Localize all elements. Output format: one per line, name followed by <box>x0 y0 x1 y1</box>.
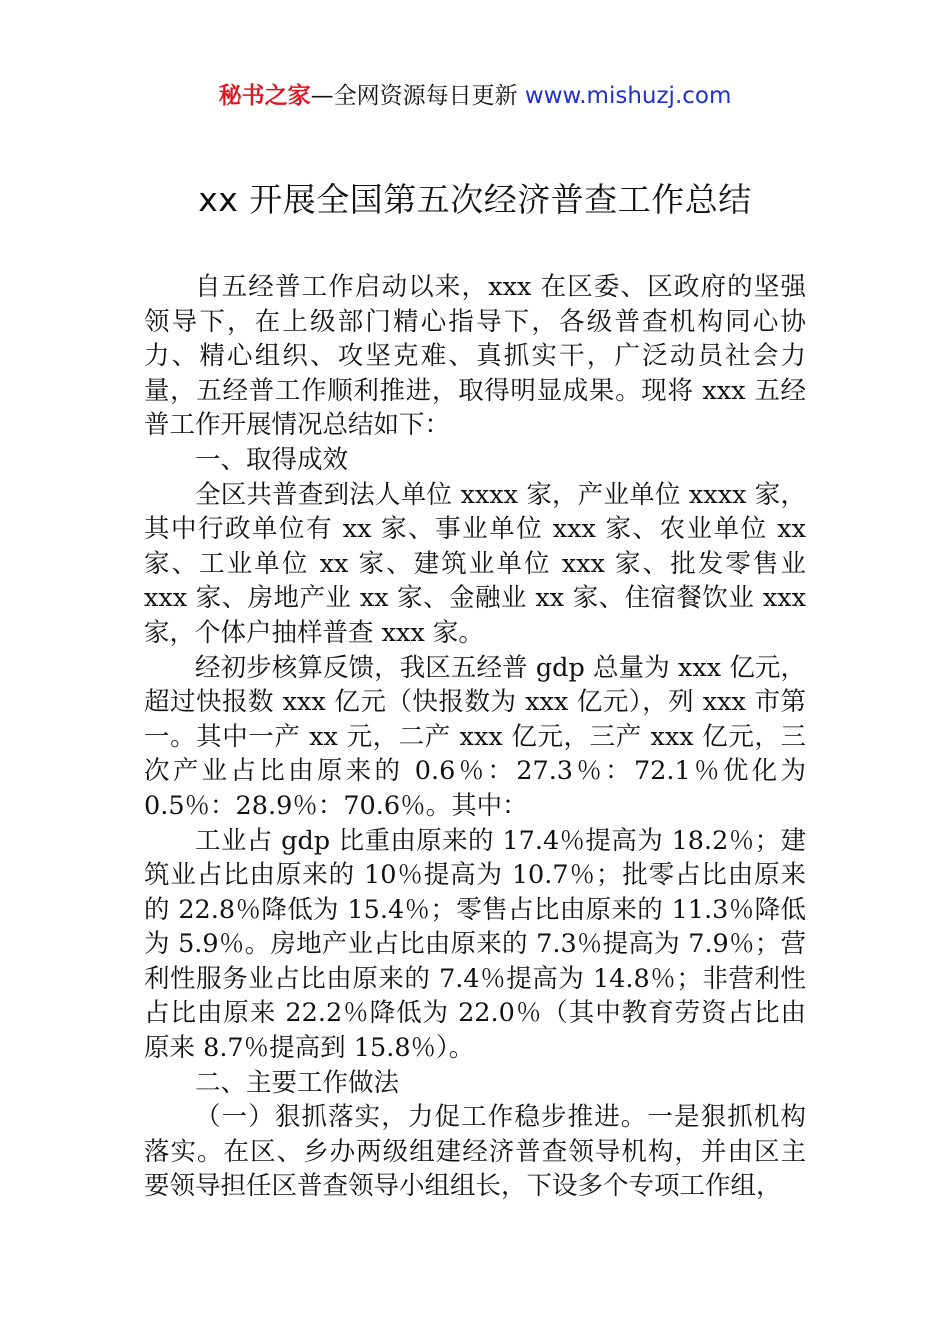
section-heading-methods: 二、主要工作做法 <box>195 1067 400 1098</box>
gdp-paragraph: 经初步核算反馈，我区五经普 gdp 总量为 xxx 亿元，超过快报数 xxx 亿元（快报数为 xxx 亿元），列 xxx 市第一。其中一产 xx 元，二产 xxx 亿元，三产 xxx 亿元，三次产业占比由原来的 0.6％：27.3％：72.1％优化为 0.5％：28.9％：70.6％。其中： <box>144 652 806 821</box>
document-title: xx 开展全国第五次经济普查工作总结 <box>198 180 752 219</box>
section-heading-achievements: 一、取得成效 <box>195 444 349 475</box>
site-header <box>0 80 950 112</box>
site-tagline: —全网资源每日更新 <box>310 83 518 109</box>
intro-paragraph: 自五经普工作启动以来，xxx 在区委、区政府的坚强领导下，在上级部门精心指导下，各级普查机构同心协力、精心组织、攻坚克难、真抓实干，广泛动员社会力量，五经普工作顺利推进，取得明显成果。现将 xxx 五经普工作开展情况总结如下： <box>144 272 806 441</box>
document-body <box>144 270 806 1204</box>
industry-share-paragraph: 工业占 gdp 比重由原来的 17.4％提高为 18.2％；建筑业占比由原来的 10％提高为 10.7％；批零占比由原来的 22.8％降低为 15.4％；零售占比由原来的 11.3％降低为 5.9％。房地产业占比由原来的 7.3％提高为 7.9％；营利性服务业占比由原来的 7.4％提高为 14.8％；非营利性占比由原来 22.2％降低为 22.0％（其中教育劳资占比由原来 8.7％提高到 15.8％）。 <box>144 825 806 1064</box>
units-paragraph: 全区共普查到法人单位 xxxx 家，产业单位 xxxx 家，其中行政单位有 xx 家、事业单位 xxx 家、农业单位 xx 家、工业单位 xx 家、建筑业单位 xxx 家、批发零售业 xxx 家、房地产业 xx 家、金融业 xx 家、住宿餐饮业 xxx 家，个体户抽样普查 xxx 家。 <box>144 479 806 648</box>
site-brand: 秘书之家 <box>218 83 311 109</box>
methods-paragraph: （一）狠抓落实，力促工作稳步推进。一是狠抓机构落实。在区、乡办两级组建经济普查领导机构，并由区主要领导担任区普查领导小组组长，下设多个专项工作组， <box>144 1102 806 1202</box>
site-url-link[interactable]: www.mishuzj.com <box>524 83 732 109</box>
